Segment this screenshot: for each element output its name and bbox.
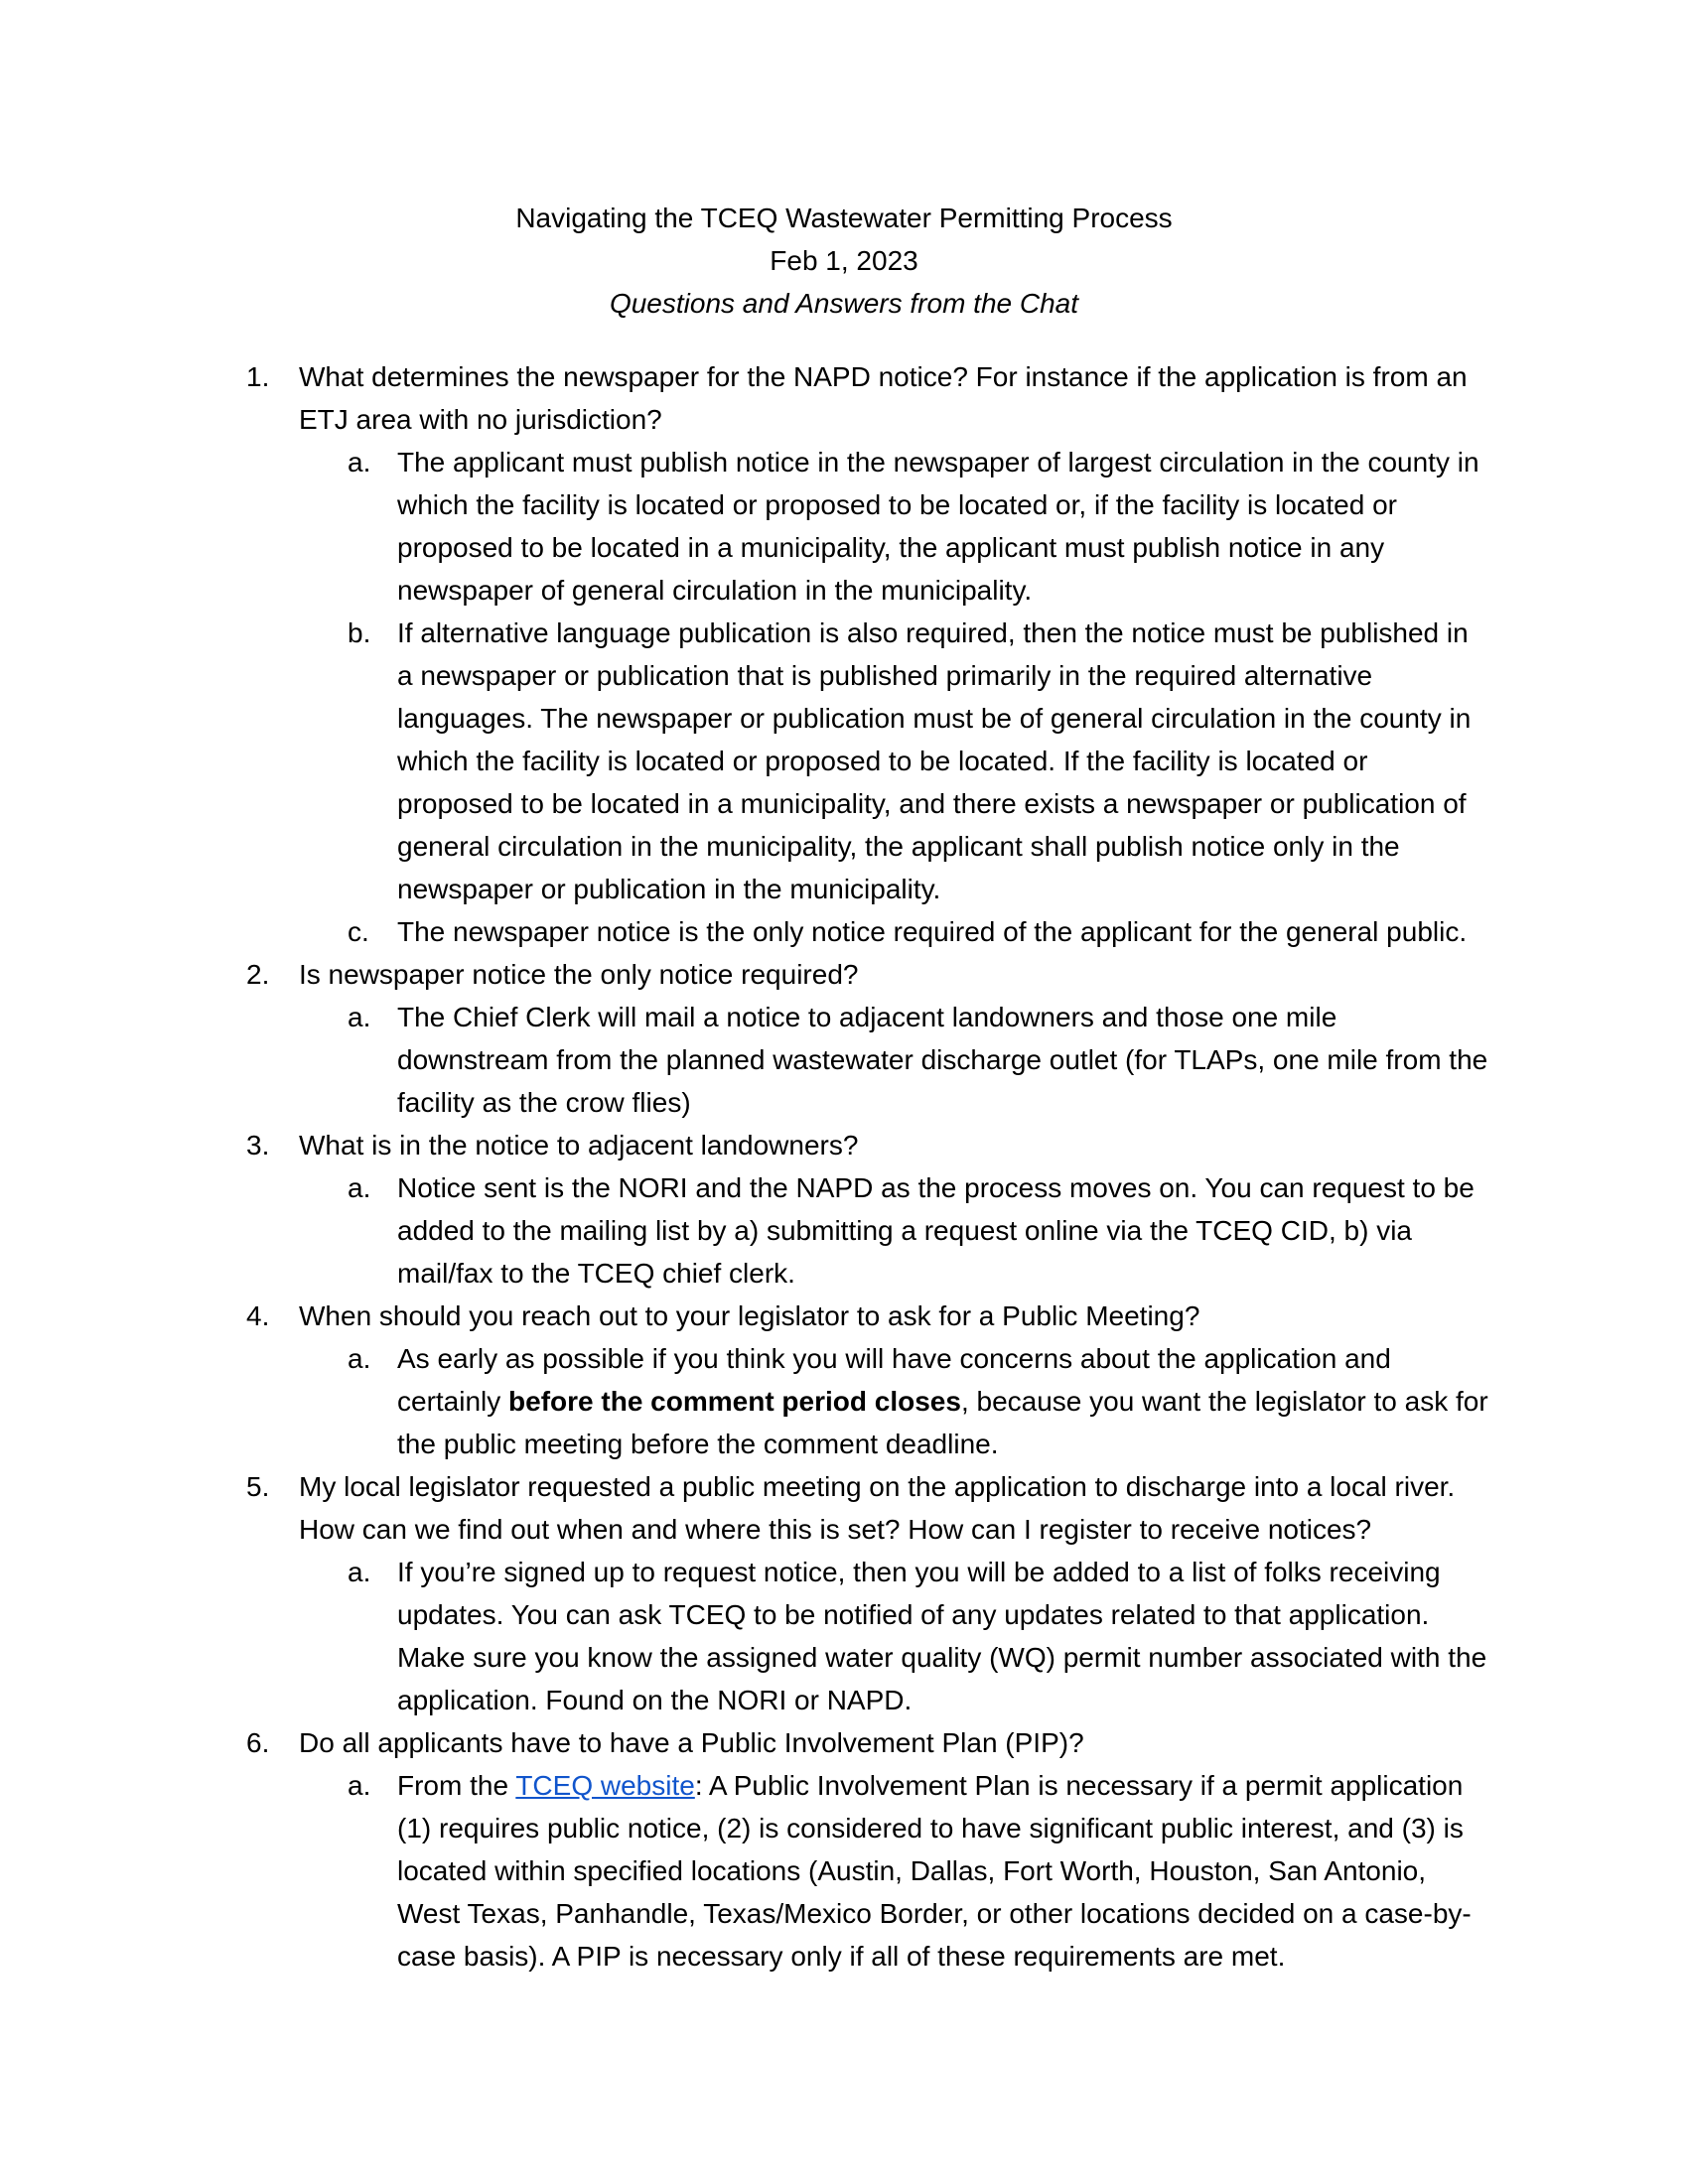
document-date: Feb 1, 2023 (770, 245, 918, 276)
question-text: Do all applicants have to have a Public Involvement Plan (PIP)? (299, 1727, 1084, 1758)
answer-letter: a. (348, 1343, 371, 1374)
document-title: Navigating the TCEQ Wastewater Permitting Process (515, 203, 1173, 233)
question-number: 1. (246, 361, 270, 392)
answer-1a (0, 441, 1489, 612)
question-number: 2. (246, 959, 270, 990)
answer-letter: a. (348, 1002, 371, 1032)
question-1 (0, 355, 1490, 441)
answer-5a (0, 1551, 1489, 1721)
answer-4a (0, 1337, 1489, 1465)
question-text: What determines the newspaper for the NAPD notice? For instance if the application is from an ETJ area with no jurisdiction? (299, 361, 1468, 435)
answer-text-after: , because you want the legislator to ask for the public meeting before the comment deadline. (397, 1386, 1488, 1459)
answer-text: The newspaper notice is the only notice required of the applicant for the general public. (397, 916, 1468, 947)
answer-text-bold: before the comment period closes (508, 1386, 961, 1417)
answer-1b (0, 612, 1489, 910)
question-text: What is in the notice to adjacent landowners? (299, 1130, 859, 1160)
answer-3a (0, 1166, 1489, 1295)
answer-text-before: From the (397, 1770, 516, 1801)
question-text: When should you reach out to your legislator to ask for a Public Meeting? (299, 1300, 1200, 1331)
question-3 (0, 1124, 1490, 1166)
answer-letter: a. (348, 447, 371, 478)
answer-2a (0, 996, 1489, 1124)
qa-list (0, 355, 1688, 1978)
question-2 (0, 953, 1490, 996)
question-6 (0, 1721, 1490, 1764)
question-text: Is newspaper notice the only notice required? (299, 959, 859, 990)
answer-letter: a. (348, 1770, 371, 1801)
answer-letter: a. (348, 1557, 371, 1587)
answer-letter: c. (348, 916, 369, 947)
document-subtitle: Questions and Answers from the Chat (609, 288, 1079, 319)
answer-text-after: : A Public Involvement Plan is necessary if a permit application (1) requires public notice, (2) is considered to have significant public interest, and (3) is located within specified locations (Austin, Dallas, Fort Worth, Houston, San Antonio, West Texas, Panhandle, Texas/Mexico Border, or other locations decided on a case-by-case basis). A PIP is necessary only if all of these requirements are met. (397, 1770, 1472, 1972)
question-5 (0, 1465, 1490, 1551)
question-number: 6. (246, 1727, 270, 1758)
question-4 (0, 1295, 1490, 1337)
answer-text: Notice sent is the NORI and the NAPD as the process moves on. You can request to be added to the mailing list by a) submitting a request online via the TCEQ CID, b) via mail/fax to the TCEQ chief clerk. (397, 1172, 1475, 1289)
answer-text: The applicant must publish notice in the newspaper of largest circulation in the county in which the facility is located or proposed to be located or, if the facility is located or proposed to be located in a municipality, the applicant must publish notice in any newspaper of general circulation in the municipality. (397, 447, 1479, 606)
question-number: 4. (246, 1300, 270, 1331)
question-number: 5. (246, 1471, 270, 1502)
document-header (0, 197, 1688, 325)
answer-letter: a. (348, 1172, 371, 1203)
question-number: 3. (246, 1130, 270, 1160)
answer-text: If alternative language publication is also required, then the notice must be published in a newspaper or publication that is published primarily in the required alternative languages. The newspaper or publication must be of general circulation in the county in which the facility is located or proposed to be located. If the facility is located or proposed to be located in a municipality, and there exists a newspaper or publication of general circulation in the municipality, the applicant shall publish notice only in the newspaper or publication in the municipality. (397, 617, 1472, 904)
answer-text: If you’re signed up to request notice, then you will be added to a list of folks receiving updates. You can ask TCEQ to be notified of any updates related to that application. Make sure you know the assigned water quality (WQ) permit number associated with the application. Found on the NORI or NAPD. (397, 1557, 1487, 1715)
answer-text: The Chief Clerk will mail a notice to adjacent landowners and those one mile downstream from the planned wastewater discharge outlet (for TLAPs, one mile from the facility as the crow flies) (397, 1002, 1488, 1118)
answer-letter: b. (348, 617, 371, 648)
answer-1c (0, 910, 1489, 953)
tceq-website-link[interactable]: TCEQ website (515, 1770, 695, 1801)
answer-text-before: As early as possible if you think you will have concerns about the application and certainly (397, 1343, 1391, 1417)
question-text: My local legislator requested a public meeting on the application to discharge into a local river. How can we find out when and where this is set? How can I register to receive notices? (299, 1471, 1456, 1545)
answer-6a (0, 1764, 1489, 1978)
